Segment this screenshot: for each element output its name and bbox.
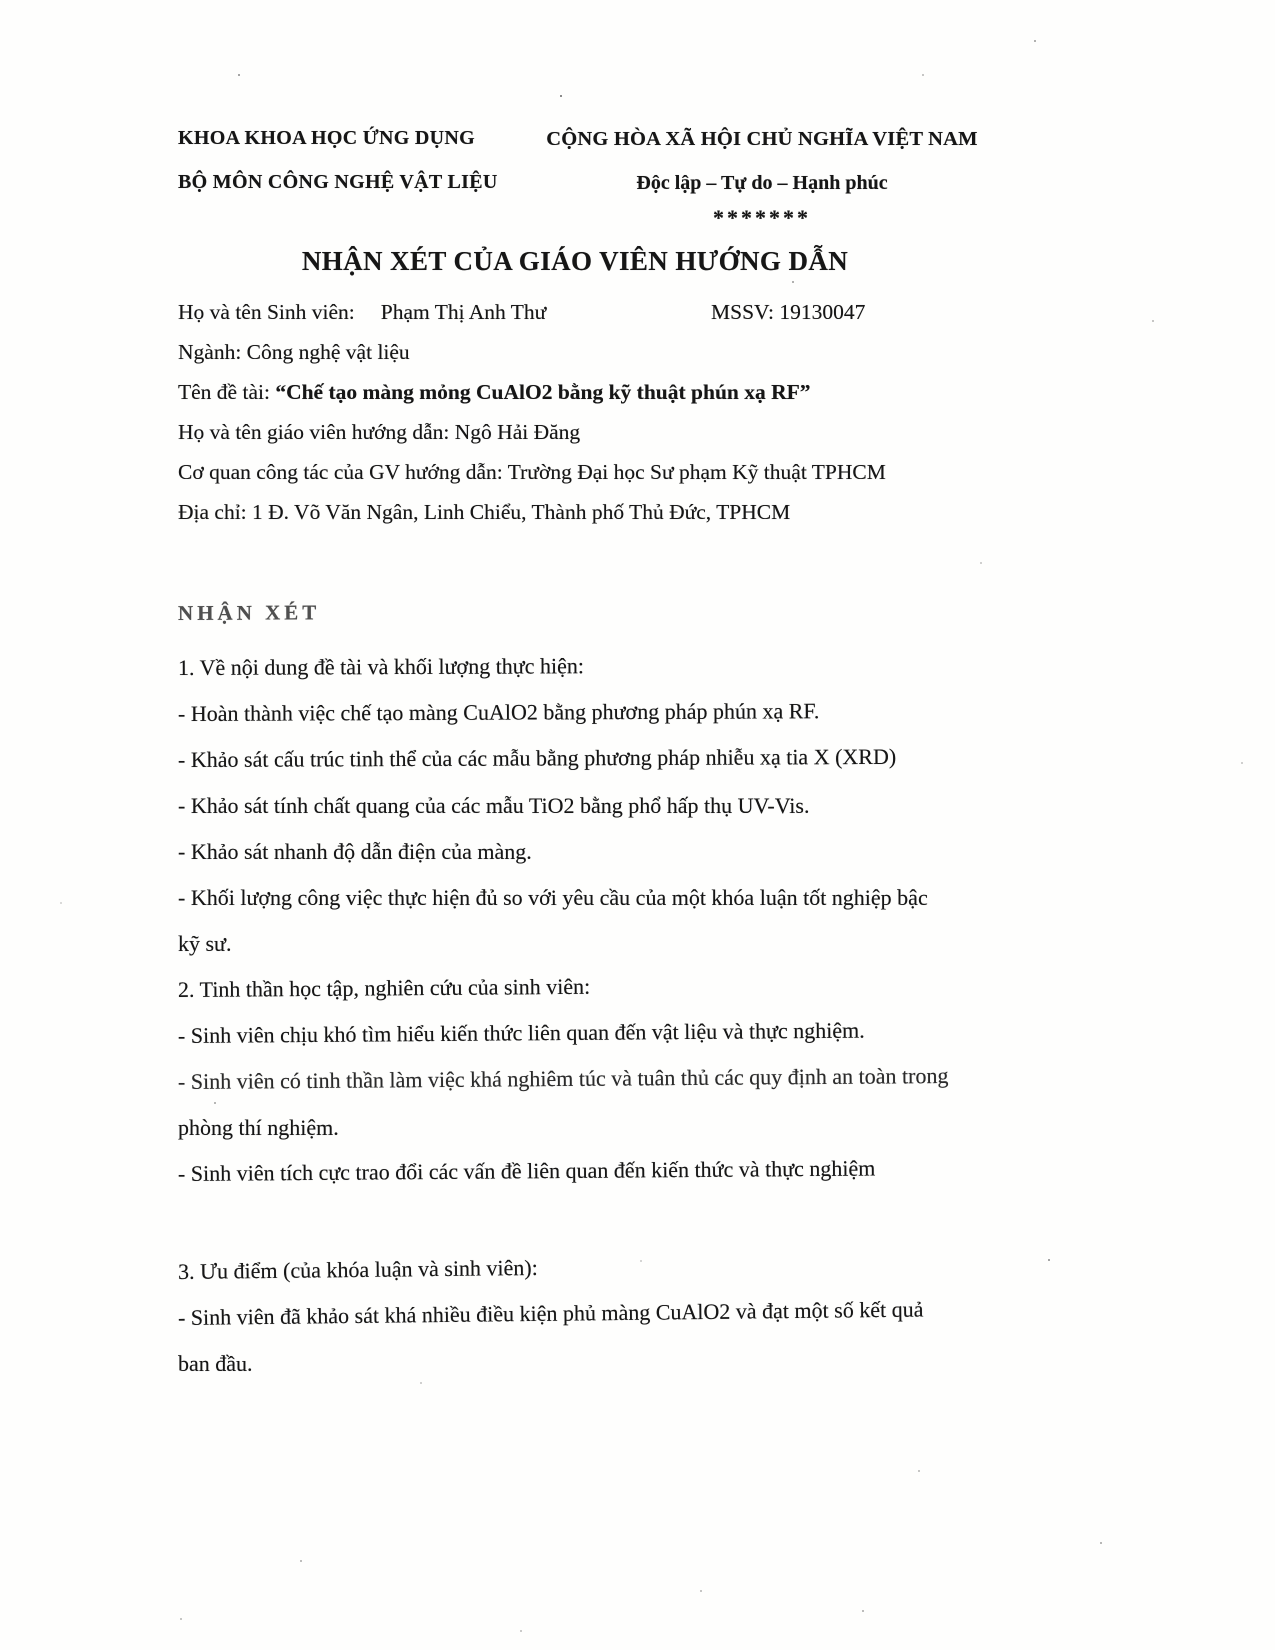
comment-line: - Khối lượng công việc thực hiện đủ so với yêu cầu của một khóa luận tốt nghiệp bậc [178,885,928,910]
comment-line: kỹ sư. [178,931,232,956]
section-heading: 1. Về nội dung đề tài và khối lượng thực hiện: [177,653,585,680]
national-motto: Độc lập – Tự do – Hạnh phúc [636,172,888,194]
header-left [178,126,498,194]
section-content-scope [178,645,1130,967]
section-heading: 3. Ưu điểm (của khóa luận và sinh viên): [177,1254,538,1284]
student-id-value: 19130047 [779,300,866,324]
comment-line: - Sinh viên chịu khó tìm hiểu kiến thức liên quan đến vật liệu và thực nghiệm. [177,1017,865,1048]
comments-block [178,598,1130,1387]
page-title: NHẬN XÉT CỦA GIÁO VIÊN HƯỚNG DẪN [301,246,849,276]
section-advantages [178,1249,1130,1387]
comment-line: - Hoàn thành việc chế tạo màng CuAlO2 bằng phương pháp phún xạ RF. [177,698,820,726]
scan-noise [0,0,2,2]
department-name: BỘ MÔN CÔNG NGHỆ VẬT LIỆU [178,171,498,193]
section-student-attitude [178,967,1130,1197]
student-id-label: MSSV: [711,300,774,324]
advisor-workplace-line: Cơ quan công tác của GV hướng dẫn: Trường Đại học Sư phạm Kỹ thuật TPHCM [178,460,886,484]
student-name-label: Họ và tên Sinh viên: [178,300,355,324]
student-info-block [178,300,1128,540]
comment-line: - Khảo sát cấu trúc tinh thể của các mẫu bằng phương pháp nhiễu xạ tia X (XRD) [177,743,897,772]
header-right [538,128,986,231]
comment-line: - Sinh viên đã khảo sát khá nhiều điều kiện phủ màng CuAlO2 và đạt một số kết quả [177,1296,924,1330]
stars-separator: ******* [713,205,811,230]
topic-line [178,380,1128,420]
student-name-line [178,300,1128,340]
comment-line: ban đầu. [178,1351,253,1376]
major-line: Ngành: Công nghệ vật liệu [178,340,410,364]
advisor-line: Họ và tên giáo viên hướng dẫn: Ngô Hải Đăng [178,420,581,444]
topic-label: Tên đề tài: [178,380,270,404]
comment-line: phòng thí nghiệm. [178,1115,339,1140]
comment-line: - Sinh viên có tinh thần làm việc khá nghiêm túc và tuân thủ các quy định an toàn trong [177,1062,949,1094]
comment-line: - Sinh viên tích cực trao đổi các vấn đề liên quan đến kiến thức và thực nghiệm [177,1155,876,1186]
topic-title: “Chế tạo màng mỏng CuAlO2 bằng kỹ thuật phún xạ RF” [275,380,811,404]
comment-line: - Khảo sát nhanh độ dẫn điện của màng. [178,839,532,864]
student-id [711,300,865,325]
faculty-name: KHOA KHOA HỌC ỨNG DỤNG [178,127,475,149]
comment-line: - Khảo sát tính chất quang của các mẫu TiO2 bằng phổ hấp thụ UV-Vis. [178,793,810,818]
advisor-address-line: Địa chỉ: 1 Đ. Võ Văn Ngân, Linh Chiểu, Thành phố Thủ Đức, TPHCM [178,500,791,524]
national-title: CỘNG HÒA XÃ HỘI CHỦ NGHĨA VIỆT NAM [546,128,978,150]
section-heading: 2. Tinh thần học tập, nghiên cứu của sinh viên: [177,973,591,1002]
review-heading: NHẬN XÉT [177,600,321,625]
student-name-value: Phạm Thị Anh Thư [380,300,547,324]
